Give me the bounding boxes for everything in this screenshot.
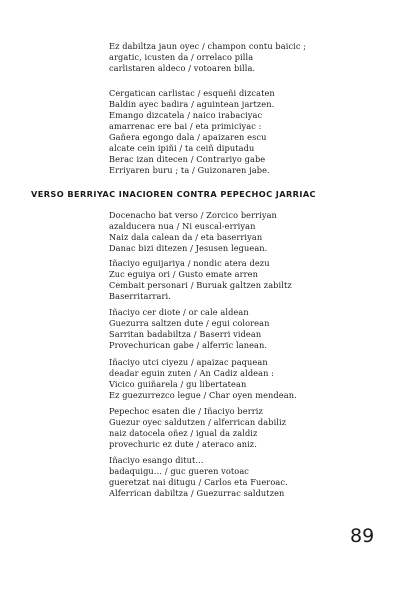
verse-line: Guezur oyec saldutzen / alferrican dabiliz: [109, 417, 287, 427]
stanza-bottom-5: [109, 406, 286, 450]
verse-line: gueretzat nai ditugu / Carlos eta Fueroac.: [109, 477, 288, 487]
stanza-bottom-2: [109, 258, 292, 302]
verse-line: Alferrican dabiltza / Guezurrac saldutzen: [109, 488, 285, 498]
verse-line: azalducera nua / Ni euscal-erriyan: [109, 221, 256, 231]
page-number: 89: [350, 525, 375, 547]
verse-line: Berac izan ditecen / Contrariyo gabe: [109, 154, 266, 164]
verse-line: argatic, icusten da / orrelaco pilla: [109, 52, 254, 62]
stanza-bottom-3: [109, 307, 269, 351]
verse-line: Iñaciyo cer diote / or cale aldean: [109, 307, 249, 317]
stanza-top-2: [109, 88, 275, 176]
verse-line: deadar eguin zuten / An Cadiz aldean :: [109, 368, 275, 378]
stanza-top-1: [109, 41, 306, 74]
verse-line: Docenacho bat verso / Zorcico berriyan: [109, 210, 277, 220]
verse-line: amarrenac ere bai / eta primiciyac :: [109, 121, 262, 131]
verse-line: Iñaciyo eguijariya / nondic atera dezu: [109, 258, 270, 268]
verse-line: Naiz dala calean da / eta baserriyan: [109, 232, 263, 242]
verse-line: Gañera egongo dala / apaizaren escu: [109, 132, 267, 142]
stanza-bottom-4: [109, 357, 297, 401]
verse-line: Guezurra saltzen dute / egui colorean: [109, 318, 270, 328]
verse-line: Cergatican carlistac / esqueñi dizcaten: [109, 88, 275, 98]
verse-line: Baserritarrari.: [109, 291, 171, 301]
verse-line: Provechurican gabe / alferric lanean.: [109, 340, 268, 350]
verse-line: Iñaciyo utci ciyezu / apaizac paquean: [109, 357, 268, 367]
verse-line: Ez guezurrezco legue / Char oyen mendean.: [109, 390, 297, 400]
verse-line: Pepechoc esaten die / Iñaciyo berriz: [109, 406, 263, 416]
verse-line: Emango dizcatela / naico irabaciyac: [109, 110, 263, 120]
verse-line: Erriyaren buru ; ta / Guizonaren jabe.: [109, 165, 270, 175]
verse-line: Baldin ayec badira / aguintean jartzen.: [109, 99, 275, 109]
verse-line: Cembait personari / Buruak galtzen zabiltz: [109, 280, 292, 290]
verse-line: naiz datocela oñez / igual da zaldiz: [109, 428, 258, 438]
verse-line: Zuc eguiya ori / Gusto emate arren: [109, 269, 258, 279]
stanza-bottom-6: [109, 455, 288, 499]
verse-line: alcate cein ipiñi / ta ceiñ diputadu: [109, 143, 255, 153]
stanza-bottom-1: [109, 210, 277, 254]
verse-line: carlistaren aldeco / votoaren billa.: [109, 63, 256, 73]
verse-line: Sarritan badabiltza / Baserri videan: [109, 329, 262, 339]
verse-line: provechuric ez dute / ateraco aniz.: [109, 439, 257, 449]
poem-heading: VERSO BERRIYAC INACIOREN CONTRA PEPECHOC JARRIAC: [31, 189, 316, 199]
verse-line: badaquigu… / guc gueren votoac: [109, 466, 249, 476]
verse-line: Iñaciyo esango ditut…: [109, 455, 204, 465]
verse-line: Danac bizi ditezen / Jesusen leguean.: [109, 243, 268, 253]
verse-line: Vicico guiñarela / gu libertatean: [109, 379, 247, 389]
verse-line: Ez dabiltza jaun oyec / champon contu baicic ;: [109, 41, 307, 51]
